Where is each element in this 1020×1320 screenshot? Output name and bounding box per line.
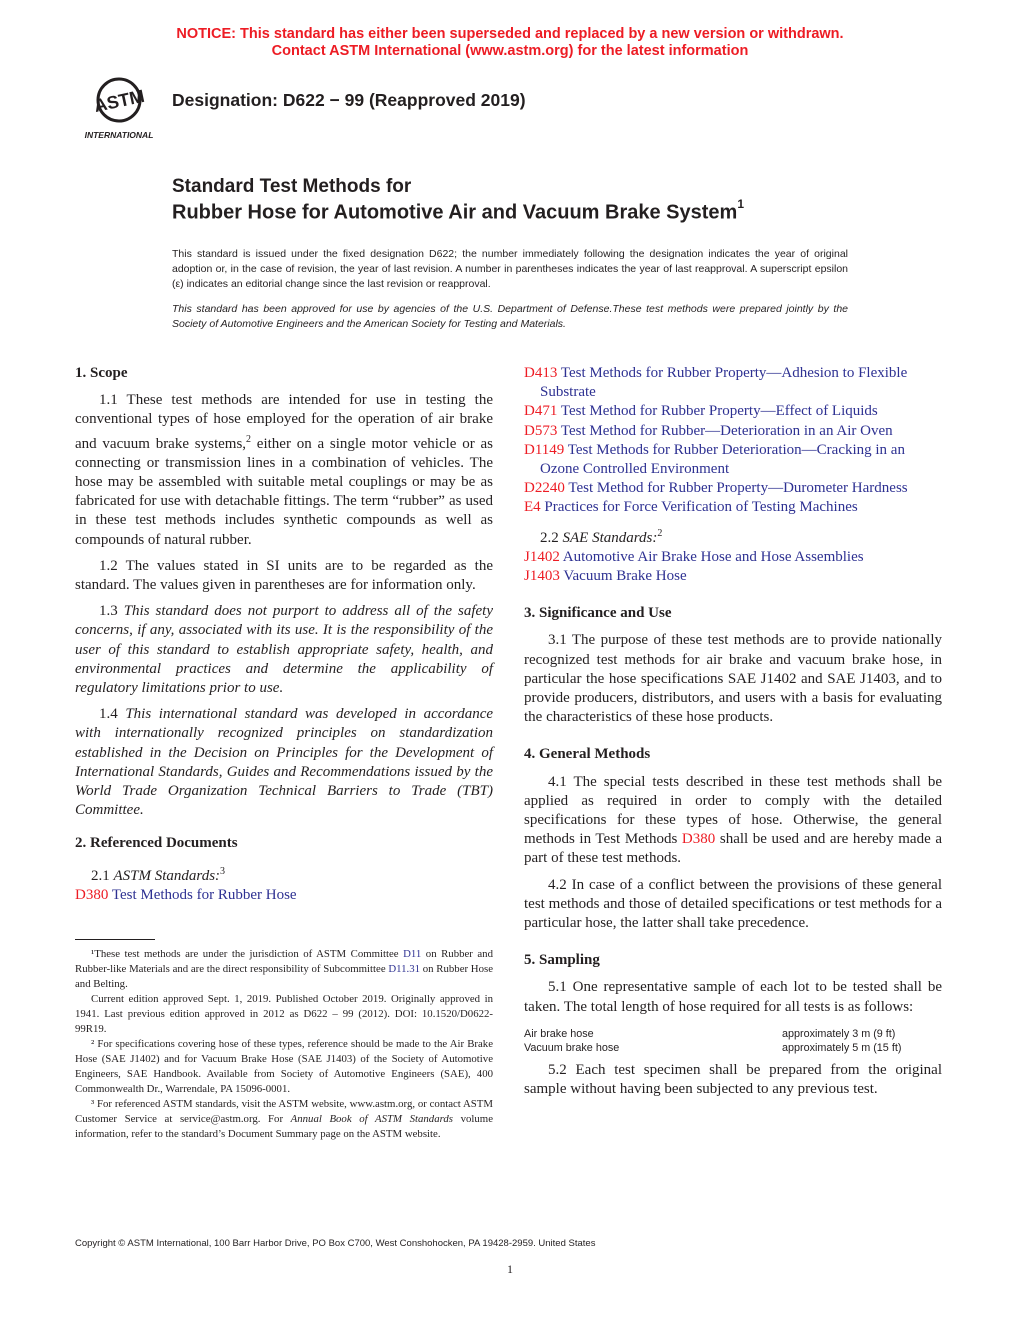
right-column <box>524 364 942 1106</box>
reference-title[interactable]: Test Methods for Rubber Property—Adhesion to Flexible Substrate <box>540 365 908 401</box>
reference-code[interactable]: D413 <box>524 365 558 381</box>
reference-code[interactable]: D573 <box>524 422 558 439</box>
title-footnote-mark: 1 <box>737 197 745 211</box>
paragraph-5-1: 5.1 One representative sample of each lot to be tested shall be taken. The total length of hose required for all tests is as follows: <box>524 979 942 1015</box>
reference-code[interactable]: D2240 <box>524 480 565 497</box>
footnote-3-text-b: volume information, refer to the standard’s Document Summary page on the ASTM website. <box>75 1113 493 1140</box>
footnote-1-text-b: on Rubber and Rubber-like Materials and are the direct responsibility of Subcommittee <box>75 948 493 975</box>
reference-title[interactable]: Test Method for Rubber Property—Durometer Hardness <box>568 480 908 497</box>
sample-value: approximately 3 m (9 ft) <box>782 1027 896 1040</box>
paragraph-1-3 <box>75 602 493 698</box>
reference-code[interactable]: D471 <box>524 403 558 420</box>
footnote-rule <box>75 939 155 940</box>
reference-item[interactable] <box>524 498 942 517</box>
reference-item[interactable] <box>524 364 942 402</box>
section-heading-scope: 1. Scope <box>75 365 128 381</box>
reference-item[interactable] <box>524 441 942 479</box>
reference-item[interactable] <box>524 567 942 586</box>
table-row <box>524 1027 942 1041</box>
reference-title[interactable]: Test Method for Rubber Property—Effect of Liquids <box>560 403 878 420</box>
reference-code[interactable]: J1402 <box>524 548 560 565</box>
footnote-1-edition: Current edition approved Sept. 1, 2019. Published October 2019. Originally approved in 1941. Last previous edition approved in 2012 as D622 – 99 (2012). DOI: 10.1520/D0622-99R19. <box>75 993 493 1035</box>
paragraph-1-3-number: 1.3 <box>99 603 124 620</box>
footnote-1-text-a: ¹These test methods are under the jurisdiction of ASTM Committee <box>91 948 404 960</box>
paragraph-1-4-text: This international standard was developed in accordance with internationally recognized principles on standardization established in the Decision on Principles for the Development of International Standards, Guides and Recommendations issued by the World Trade Organization Technical Barriers to Trade (TBT) Committee. <box>75 706 494 819</box>
notice-line-1: NOTICE: This standard has either been superseded and replaced by a new version or withdrawn. <box>176 26 844 42</box>
section-heading-referenced: 2. Referenced Documents <box>75 835 238 852</box>
footnote-3 <box>75 1097 493 1142</box>
table-row <box>524 1041 942 1055</box>
d380-link[interactable]: D380 <box>681 831 716 848</box>
left-column <box>75 364 493 905</box>
notice-line-2: Contact ASTM International (www.astm.org) for the latest information <box>271 43 749 59</box>
astm-label-number: 2.1 <box>91 867 114 884</box>
reference-title[interactable]: Test Methods for Rubber Deterioration—Cracking in an Ozone Controlled Environment <box>540 441 905 478</box>
footnote-3-italic: Annual Book of ASTM Standards <box>290 1113 454 1125</box>
sae-label-number: 2.2 <box>540 529 563 546</box>
reference-code[interactable]: E4 <box>524 499 541 516</box>
reference-title[interactable]: Practices for Force Verification of Testing Machines <box>544 499 858 516</box>
sae-standards-label <box>524 524 942 548</box>
sample-label: Vacuum brake hose <box>524 1041 620 1054</box>
paragraph-1-1-text-b: either on a single motor vehicle or as connecting or transmission lines in a combination of vehicles. The hose may be assembled with suitable metal couplings or may be as fabricated for use with detachable fittings. The term “rubber” as used in these test methods includes synthetic compounds as well as compounds of natural rubber. <box>75 435 493 548</box>
paragraph-5-2: 5.2 Each test specimen shall be prepared from the original sample without having been subjected to any previous test. <box>524 1061 942 1098</box>
designation: Designation: D622 − 99 (Reapproved 2019) <box>172 90 526 110</box>
footnote-ref-2: 2 <box>246 433 252 445</box>
paragraph-1-4 <box>75 705 493 820</box>
section-heading-significance: 3. Significance and Use <box>524 605 672 622</box>
paragraph-1-3-text: This standard does not purport to address all of the safety concerns, if any, associated with its use. It is the responsibility of the user of this standard to establish appropriate safety, health, and environmental practices and determine the applicability of regulatory limitations prior to use. <box>75 603 494 697</box>
footnote-1-text-c: on Rubber Hose and Belting. <box>75 963 493 990</box>
paragraph-4-1-text-b: shall be used and are hereby made a part of these test methods. <box>524 831 942 867</box>
svg-text:ASTM: ASTM <box>92 85 147 117</box>
sample-value: approximately 5 m (15 ft) <box>782 1041 902 1054</box>
astm-label-text: ASTM Standards: <box>113 867 221 884</box>
reference-item[interactable] <box>524 548 942 567</box>
astm-standards-label <box>75 862 493 886</box>
copyright-notice: Copyright © ASTM International, 100 Barr Harbor Drive, PO Box C700, West Conshohocken, PA 19428-2959. United States <box>75 1238 596 1249</box>
title-line-1: Standard Test Methods for <box>172 176 412 197</box>
reference-code[interactable]: J1403 <box>524 568 560 585</box>
reference-code[interactable]: D1149 <box>524 441 565 458</box>
committee-link[interactable]: D11 <box>403 948 422 960</box>
sample-label: Air brake hose <box>524 1027 594 1040</box>
paragraph-1-1 <box>75 391 493 550</box>
sae-label-text: SAE Standards: <box>562 529 658 546</box>
footnote-ref-3: 3 <box>220 865 226 877</box>
paragraph-3-1: 3.1 The purpose of these test methods are to provide nationally recognized test methods for air brake and vacuum brake hose, in particular the hose specifications SAE J1402 and SAE J1403, and to provide producers, distributors, and users with a basis for evaluating the characteristics of these hose products. <box>524 632 942 726</box>
footnote-1 <box>75 947 493 992</box>
reference-code[interactable]: D380 <box>75 886 109 903</box>
reference-item[interactable] <box>524 422 942 441</box>
title-text: Rubber Hose for Automotive Air and Vacuum Brake System <box>172 201 738 224</box>
footnotes <box>75 947 493 1142</box>
issue-note: This standard is issued under the fixed designation D622; the number immediately following the designation indicates the year of original adoption or, in the case of revision, the year of last revision. A number in parentheses indicates the year of last reapproval. A superscript epsilon (ε) indicates an editorial change since the last revision or reapproval. <box>172 248 848 290</box>
logo-subtext: INTERNATIONAL <box>84 130 154 140</box>
notice-banner <box>0 26 1020 60</box>
footnote-2: ² For specifications covering hose of these types, reference should be made to the Air Brake Hose (SAE J1402) and for Vacuum Brake Hose (SAE J1403) of the Society of Automotive Engineers, SAE Handbook. Available from Society of Automotive Engineers (SAE), 400 Commonwealth Dr., Warrendale, PA 15096-0001. <box>75 1038 493 1095</box>
reference-item[interactable] <box>75 886 493 905</box>
paragraph-4-1 <box>524 773 942 869</box>
reference-item[interactable] <box>524 479 942 498</box>
footnote-3-text-a: ³ For referenced ASTM standards, visit the ASTM website, www.astm.org, or contact ASTM Customer Service at service@astm.org. For <box>75 1098 493 1125</box>
section-heading-sampling: 5. Sampling <box>524 952 600 969</box>
reference-title[interactable]: Test Methods for Rubber Hose <box>111 886 297 903</box>
paragraph-4-1-text-a: 4.1 The special tests described in these test methods shall be applied as required in order to comply with the detailed specifications for these types of hose. Otherwise, the general methods in Test Methods <box>524 773 942 848</box>
approval-note: This standard has been approved for use by agencies of the U.S. Department of Defense.These test methods were prepared jointly by the Society of Automotive Engineers and the American Society for Testing and Materials. <box>172 303 848 330</box>
reference-title[interactable]: Automotive Air Brake Hose and Hose Assemblies <box>562 548 864 565</box>
section-heading-general: 4. General Methods <box>524 746 651 763</box>
sample-length-table <box>524 1027 942 1055</box>
astm-logo <box>77 76 161 142</box>
paragraph-1-4-number: 1.4 <box>99 706 126 723</box>
page-number: 1 <box>507 1262 513 1276</box>
paragraph-1-1-text-a: 1.1 These test methods are intended for use in testing the conventional types of hose employed for the operation of air brake and vacuum brake systems, <box>75 392 493 452</box>
footnote-ref-2: 2 <box>657 527 663 539</box>
reference-item[interactable] <box>524 402 942 421</box>
paragraph-4-2: 4.2 In case of a conflict between the provisions of these general test methods and those of detailed specifications or test methods for a particular hose, the latter shall take precedence. <box>524 876 942 932</box>
reference-title[interactable]: Vacuum Brake Hose <box>563 568 687 585</box>
reference-title[interactable]: Test Method for Rubber—Deterioration in an Air Oven <box>560 422 893 439</box>
subcommittee-link[interactable]: D11.31 <box>388 963 421 975</box>
paragraph-1-2: 1.2 The values stated in SI units are to be regarded as the standard. The values given in parentheses are for information only. <box>75 557 493 594</box>
title-line-2 <box>172 197 745 225</box>
